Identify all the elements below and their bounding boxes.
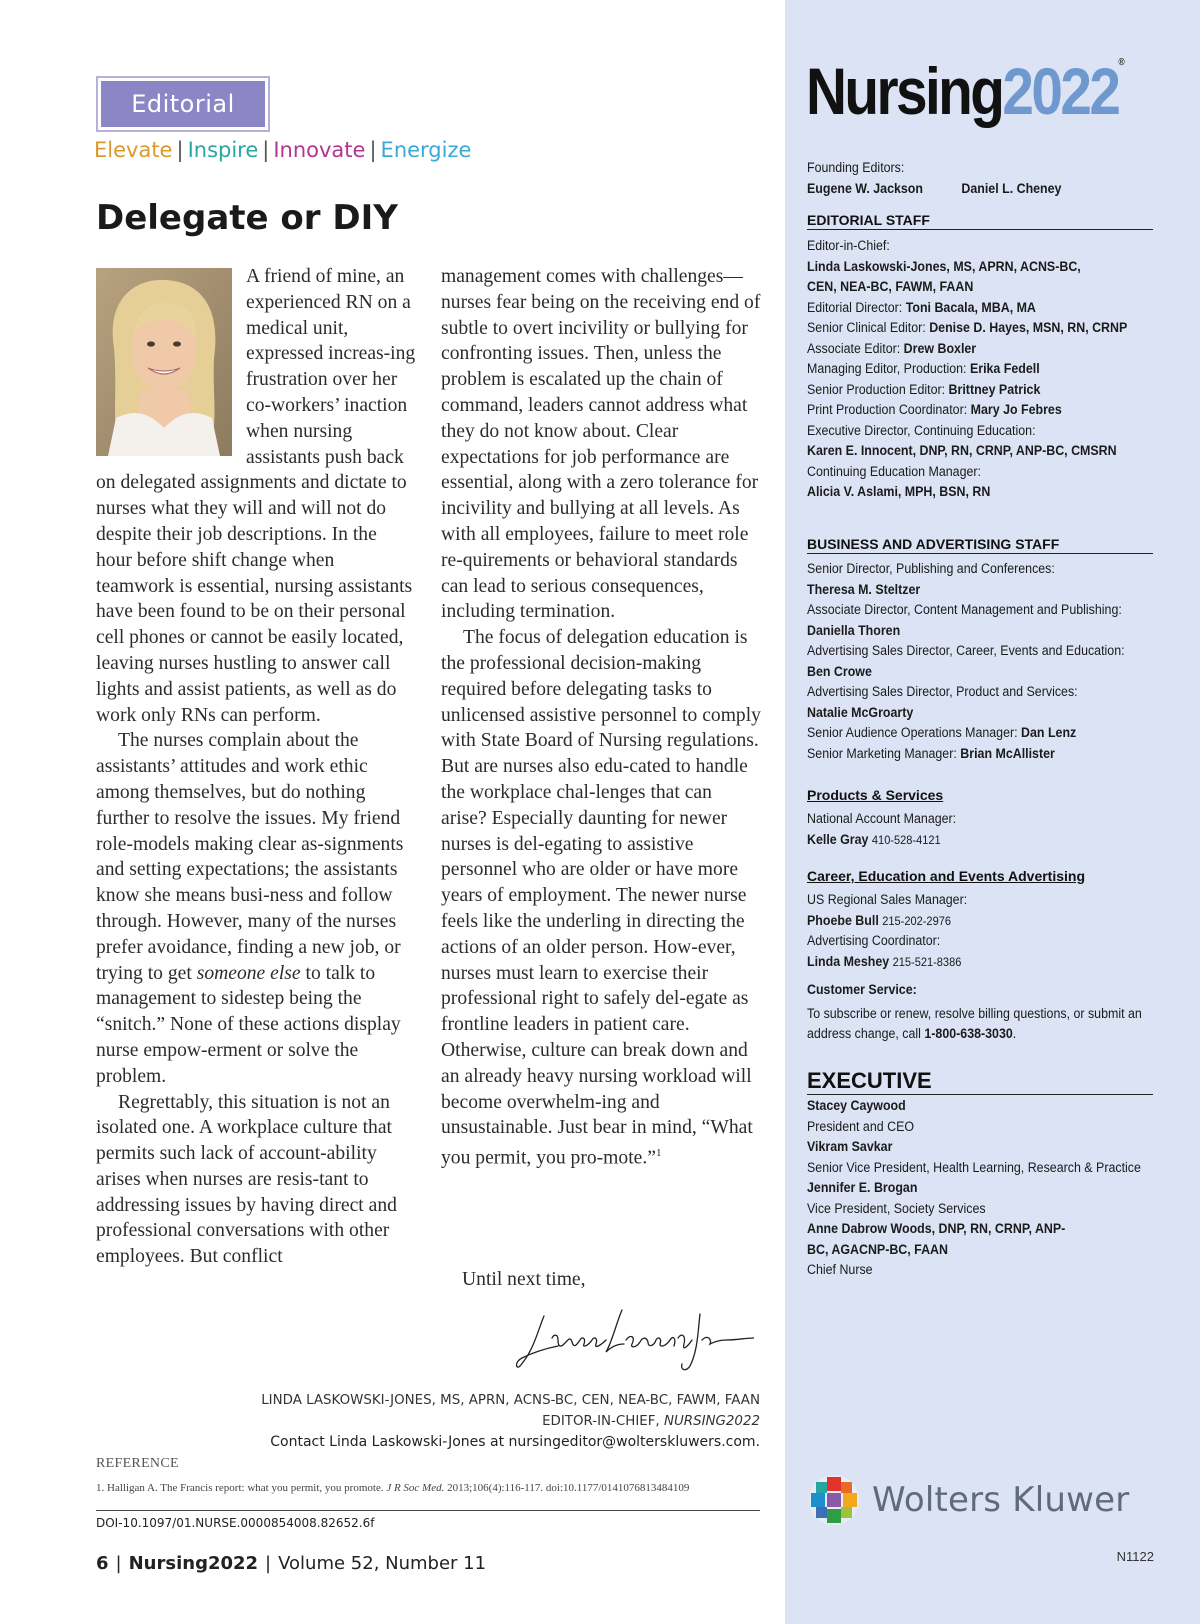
staff-role: Print Production Coordinator: [807,402,968,417]
career-contacts [807,890,1152,972]
executive-title: Chief Nurse [807,1262,873,1277]
executive-name [807,1219,1083,1260]
staff-name: Toni Bacala, MBA, MA [905,299,1036,315]
reference-entry [96,1482,689,1494]
tagline-separator: | [369,138,377,162]
staff-line: Executive Director, Continuing Education: [807,422,1036,438]
staff-line: Associate Director, Content Management and Publishing: [807,602,1122,617]
author-title-publication: NURSING2022 [663,1414,760,1429]
staff-name: Alicia V. Aslami, MPH, BSN, RN [807,484,991,499]
products-contact [807,809,1152,850]
staff-name: Ben Crowe [807,663,872,679]
emphasis-text: someone else [196,962,301,984]
footer-publication: Nursing2022 [128,1553,259,1574]
job-code: N1122 [1116,1549,1154,1564]
paragraph [96,728,416,1089]
tagline-innovate: Innovate [273,138,366,162]
staff-line [807,359,1152,380]
business-staff-heading: BUSINESS AND ADVERTISING STAFF [807,536,1153,554]
editorial-staff-heading: EDITORIAL STAFF [807,212,1153,230]
staff-name: Denise D. Hayes, MSN, RN, CRNP [929,320,1128,335]
staff-role: Associate Editor: [807,340,901,356]
founding-editors [807,158,1152,199]
executive-name [807,1137,1152,1158]
staff-line: National Account Manager: [807,811,957,826]
staff-line [807,580,1152,601]
author-title-prefix: EDITOR-IN-CHIEF, [542,1414,660,1429]
tagline-elevate: Elevate [94,138,173,162]
staff-line [807,257,1092,298]
paragraph-text: to talk to management to sidestep being the “snitch.” None of these actions display nurse empow-erment or solve the problem. [96,962,401,1087]
phone-number: 215-202-2976 [882,913,951,928]
staff-line [807,621,1152,642]
staff-name: Linda Laskowski-Jones, MS, APRN, ACNS-BC, CEN, NEA-BC, FAWM, FAAN [807,258,1081,294]
paragraph-text: The nurses complain about the assistants’ attitudes and work ethic among themselves, but do nothing further to resolve the issues. My friend role-models making clear as-signments and setting expectations; the assistants know she means busi-ness and follow through. However, many of the nurses prefer avoidance, finding a new job, or trying to get [96,730,404,984]
executive-name [807,1178,1152,1199]
wolters-kluwer-logo [808,1474,1129,1526]
staff-line [807,380,1152,401]
executive-title: Vice President, Society Services [807,1200,986,1216]
staff-line [807,482,1152,503]
staff-line [807,744,1152,765]
founder-name: Eugene W. Jackson [807,180,923,196]
staff-role: Senior Clinical Editor: [807,320,926,335]
reference-text: 2013;106(4):116-117. doi:10.1177/0141076813484109 [447,1482,690,1494]
executive-name-text: Anne Dabrow Woods, DNP, RN, CRNP, ANP-BC, AGACNP-BC, FAAN [807,1221,1066,1257]
founding-label: Founding Editors: [807,160,905,175]
logo-word: Nursing [806,54,1003,128]
paragraph: Regrettably, this situation is not an isolated one. A workplace culture that permits such lack of account-ability arises when nurses are resis-tant to addressing issues by having direct and professional conversations with other employees. But conflict [96,1091,397,1268]
staff-line [807,441,1152,462]
staff-line [807,400,1152,421]
service-phone: 1-800-638-3030 [924,1026,1013,1041]
headline: Delegate or DIY [96,198,398,238]
reference-heading: REFERENCE [96,1456,179,1471]
handwritten-signature [514,1300,754,1385]
editorial-badge [96,76,270,132]
paragraph [441,625,761,1171]
staff-line: US Regional Sales Manager: [807,892,968,907]
service-instructions: To subscribe or renew, resolve billing questions, or submit an address change, call [807,1005,1142,1041]
customer-service [807,980,1152,1045]
staff-line [807,911,1152,932]
executive-name-text: Jennifer E. Brogan [807,1180,918,1195]
executive-list [807,1096,1152,1281]
tagline-separator: | [176,138,184,162]
logo-year: 2022 [1002,54,1119,128]
publisher-name: Wolters Kluwer [872,1480,1130,1520]
founders-row [807,179,1152,200]
footer-issue: Volume 52, Number 11 [278,1553,487,1574]
tagline-inspire: Inspire [187,138,259,162]
divider [96,1510,760,1511]
staff-name: Brian McAllister [960,745,1055,761]
staff-line: Advertising Sales Director, Product and Services: [807,684,1078,699]
staff-line [807,339,1152,360]
executive-title: Senior Vice President, Health Learning, Research & Practice [807,1159,1141,1175]
staff-line [807,703,1152,724]
executive-heading: EXECUTIVE [807,1068,1153,1095]
staff-name: Mary Jo Febres [970,402,1062,417]
staff-line [807,318,1152,339]
reference-journal: J R Soc Med. [386,1482,445,1494]
staff-line: Advertising Coordinator: [807,933,941,948]
article-column-2 [441,264,761,1171]
career-heading: Career, Education and Events Advertising [807,868,1086,884]
paragraph: management comes with challenges—nurses fear being on the receiving end of subtle to overt incivility or bullying for confronting issues. Then, unless the problem is escalated up the chain of command, leaders cannot address what they do not know about. Clear expectations for job performance are essential, along with a zero tolerance for incivility and bullying at all levels. As with all employees, failure to meet role re-quirements or behavioral standards can lead to serious consequences, including termination. [441,266,761,623]
closing: Until next time, [462,1269,586,1290]
registered-mark: ® [1118,57,1125,68]
paragraph: A friend of mine, an experienced RN on a medical unit, expressed increas-ing frustration over her co-workers’ inaction when nursing assistants push back on delegated assignments and dictate to nurses what they will and will not do despite their job descriptions. In the hour before shift change when teamwork is essential, nursing assistants have been found to be on their personal cell phones or cannot be easily located, leaving nurses hustling to answer call lights and assist patients, as well as do work only RNs can perform. [96,266,416,726]
page-number: 6 [96,1553,109,1574]
doi: DOI-10.1097/01.NURSE.0000854008.82652.6f [96,1516,375,1530]
wolters-kluwer-emblem-icon [808,1474,860,1526]
staff-name: Karen E. Innocent, DNP, RN, CRNP, ANP-BC, CMSRN [807,443,1117,458]
founder-name: Daniel L. Cheney [961,180,1062,196]
staff-name: Theresa M. Steltzer [807,581,921,597]
staff-line [807,952,1152,973]
tagline-separator: | [262,138,270,162]
staff-name: Daniella Thoren [807,622,901,638]
staff-line [807,723,1152,744]
article-column-1 [96,264,416,1270]
staff-line: Senior Director, Publishing and Conferences: [807,561,1055,576]
reference-marker: 1 [655,1147,662,1160]
service-heading [807,980,1152,1001]
service-label: Customer Service: [807,982,917,997]
executive-title: President and CEO [807,1118,915,1134]
staff-line [807,830,1152,851]
staff-name: Natalie McGroarty [807,704,914,720]
author-contact: Contact Linda Laskowski-Jones at nursingeditor@wolterskluwers.com. [270,1434,760,1450]
nursing-logo [806,54,1125,128]
tagline-energize: Energize [380,138,472,162]
executive-name-text: Vikram Savkar [807,1139,893,1154]
page-footer: 6 | Nursing2022 | Volume 52, Number 11 [96,1553,487,1574]
executive-name-text: Stacey Caywood [807,1098,906,1113]
executive-name [807,1096,1152,1117]
editorial-staff-list [807,236,1152,503]
reference-text: 1. Halligan A. The Francis report: what you permit, you promote. [96,1482,384,1494]
signature-block [261,1390,760,1432]
staff-role: Senior Marketing Manager: [807,745,957,761]
editorial-badge-label: Editorial [101,81,265,127]
staff-role: Senior Production Editor: [807,381,946,397]
staff-name: Erika Fedell [969,361,1040,376]
phone-number: 410-528-4121 [871,832,941,847]
staff-name: Linda Meshey [807,953,890,969]
staff-role: Senior Audience Operations Manager: [807,725,1018,740]
staff-name: Kelle Gray [807,831,869,847]
staff-name: Brittney Patrick [948,381,1041,397]
staff-line [807,662,1152,683]
paragraph-text: The focus of delegation education is the professional decision-making required before delegating tasks to unlicensed assistive personnel to comply with State Board of Nursing regulations. But are nurses also edu-cated to handle the workplace chal-lenges that can arise? Especially daunting for newer nurses is del-egating to assistive personnel who are older or have more years of employment. The newer nurse feels like the underling in directing the actions of an older person. How-ever, nurses must learn to exercise their professional right to safely del-egate as frontline leaders in patient care. Otherwise, culture can break down and an already heavy nursing workload will become overwhelm-ing and unsustainable. Just bear in mind, “What you permit, you pro-mote.” [441,627,761,1169]
staff-line: Continuing Education Manager: [807,463,982,479]
author-credentials: LINDA LASKOWSKI-JONES, MS, APRN, ACNS-BC, CEN, NEA-BC, FAWM, FAAN [261,1393,760,1408]
service-text: To subscribe or renew, resolve billing questions, or submit an address change, call 1-800-638-3030. [807,1005,1142,1041]
staff-name: Phoebe Bull [807,912,879,928]
products-heading: Products & Services [807,787,944,803]
staff-line: Editor-in-Chief: [807,238,890,253]
masthead-sidebar [785,0,1200,1624]
phone-number: 215-521-8386 [892,954,962,969]
staff-role: Managing Editor, Production: [807,361,967,376]
author-title [261,1411,760,1432]
staff-line [807,298,1152,319]
staff-name: Drew Boxler [903,340,977,356]
staff-name: Dan Lenz [1021,725,1077,740]
staff-role: Editorial Director: [807,299,903,315]
tagline [94,138,471,162]
staff-line: Advertising Sales Director, Career, Events and Education: [807,643,1125,658]
business-staff-list [807,559,1152,764]
